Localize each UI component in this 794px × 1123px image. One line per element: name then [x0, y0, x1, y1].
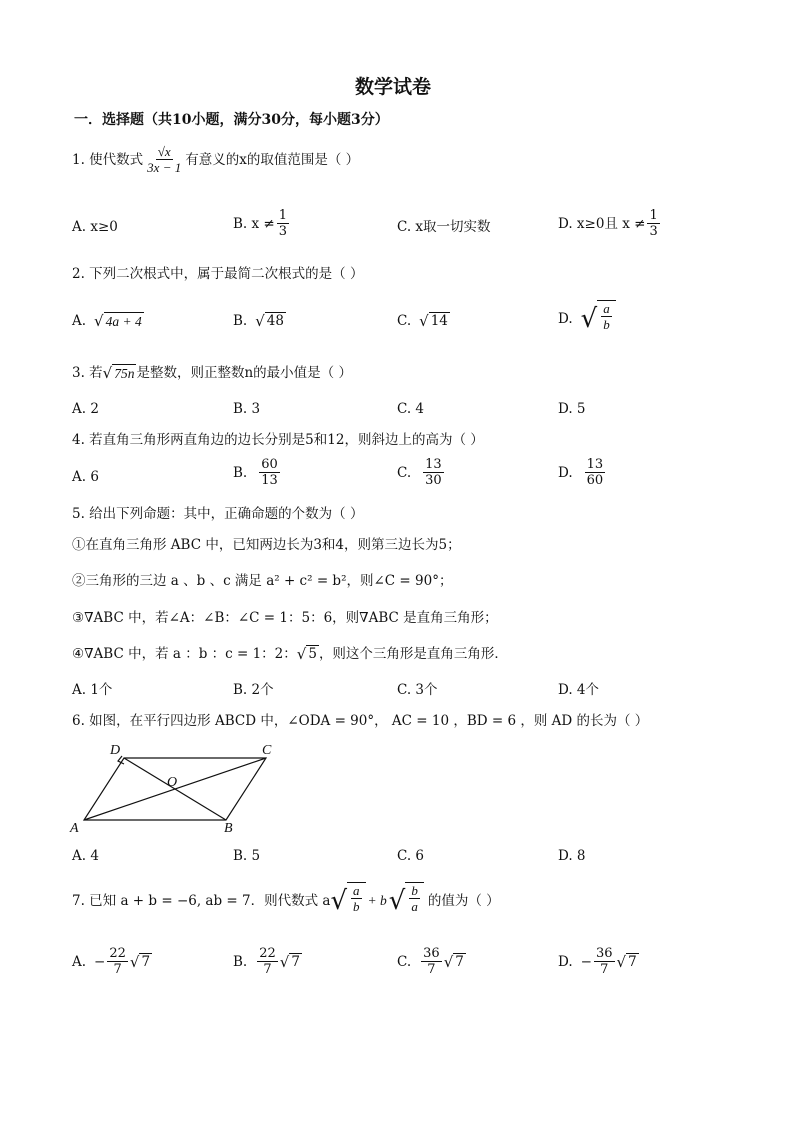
q7-frac-2 — [409, 883, 420, 914]
radical-icon: √ — [296, 645, 307, 663]
q2-d-radicand — [597, 300, 616, 338]
center-label-o: O — [167, 775, 178, 790]
q2-c-label: C. — [397, 313, 412, 329]
q4-c-den: 30 — [425, 473, 442, 488]
radical-icon: √ — [94, 312, 104, 330]
q1-option-a: A. x≥0 — [72, 219, 118, 235]
q3-option-d: D. 5 — [558, 401, 586, 417]
q2-d-sqrt — [581, 300, 616, 338]
q7-sqrt-1 — [330, 882, 365, 920]
q7-b-label: B. — [233, 953, 248, 970]
question-1-stem — [72, 144, 359, 175]
vertex-label-b: B — [224, 821, 233, 836]
q7-c-frac — [421, 946, 442, 977]
q2-option-a — [72, 312, 144, 330]
q2-d-den: b — [603, 317, 610, 332]
q6-option-d: D. 8 — [558, 848, 586, 864]
q4-option-b — [233, 457, 282, 488]
parallelogram-figure — [66, 740, 286, 836]
q7-a-frac — [107, 946, 128, 977]
q1-option-d-frac — [647, 208, 659, 239]
q5-p4-radicand: 5 — [308, 646, 317, 662]
q7-b-radicand: 7 — [291, 953, 300, 970]
q2-d-num: a — [603, 301, 610, 316]
q3-radicand: 75n — [114, 366, 135, 381]
radical-icon: √ — [279, 952, 290, 971]
q4-d-label: D. — [558, 464, 573, 481]
q2-c-sqrt — [419, 312, 450, 330]
q1-option-b-frac — [277, 208, 289, 239]
q7-d-den: 7 — [600, 962, 609, 977]
q2-b-sqrt — [255, 312, 286, 330]
q1-option-b — [233, 208, 291, 239]
radical-icon: √ — [102, 364, 113, 382]
q2-d-label: D. — [558, 311, 573, 327]
q7-a-den: 7 — [113, 962, 122, 977]
q4-c-label: C. — [397, 464, 412, 481]
q3-stem-post: 是整数，则正整数n的最小值是（ ） — [136, 365, 352, 381]
vertex-label-d: D — [110, 743, 121, 758]
q7-sqrt-2 — [389, 882, 424, 920]
q1-stem-pre: 1. 使代数式 — [72, 151, 144, 168]
q5-p4-post: ，则这个三角形是直角三角形． — [318, 646, 508, 662]
q7-c-num: 36 — [423, 946, 440, 961]
q4-b-num: 60 — [261, 457, 278, 472]
q5-option-c: C. 3个 — [397, 682, 438, 698]
q7-b-num: 22 — [259, 946, 276, 961]
q7-b-den: 7 — [263, 962, 272, 977]
q2-option-d — [558, 300, 616, 338]
q1-option-c: C. x取一切实数 — [397, 219, 491, 235]
q7-a-label: A. — [72, 953, 87, 970]
q4-b-den: 13 — [261, 473, 278, 488]
q7-option-d — [558, 946, 639, 977]
q1-option-d — [558, 208, 662, 239]
q4-c-num: 13 — [425, 457, 442, 472]
q5-p4-pre: ④∇ABC 中，若 a ：b ：c = 1：2： — [72, 646, 297, 662]
q1-expression-num: √x — [157, 144, 171, 159]
q3-option-c: C. 4 — [397, 401, 425, 417]
q7-f1-den: b — [353, 899, 360, 914]
q7-c-sqrt — [444, 953, 466, 971]
q7-c-den: 7 — [427, 962, 436, 977]
radical-icon: √ — [616, 952, 627, 971]
q5-p4-sqrt — [297, 645, 319, 663]
q6-option-b: B. 5 — [233, 848, 261, 864]
q7-option-b — [233, 946, 302, 977]
q7-frac-1 — [351, 883, 362, 914]
q1-stem-post: 有意义的x的取值范围是（ ） — [185, 151, 360, 168]
q2-option-c — [397, 312, 450, 330]
q4-c-frac — [423, 457, 444, 488]
q4-b-label: B. — [233, 464, 248, 481]
radical-icon: √ — [443, 952, 454, 971]
q5-proposition-2: ②三角形的三边 a 、b 、c 满足 a² + c² = b²，则∠C = 90°； — [72, 573, 453, 589]
q7-d-sign: − — [580, 953, 592, 970]
q4-option-c — [397, 457, 446, 488]
q7-d-label: D. — [558, 953, 573, 970]
q6-option-c: C. 6 — [397, 848, 425, 864]
q1-d-num: 1 — [649, 208, 658, 223]
q5-option-b: B. 2个 — [233, 682, 274, 698]
q7-a-sign: − — [94, 953, 106, 970]
q2-option-b — [233, 312, 286, 330]
q7-d-num: 36 — [595, 946, 613, 961]
q5-option-d: D. 4个 — [558, 682, 600, 698]
q7-sqrt-2-radicand — [405, 882, 424, 920]
radical-icon: √ — [330, 886, 348, 916]
radical-icon: √ — [129, 952, 140, 971]
q1-b-den: 3 — [278, 224, 288, 239]
q7-option-a — [72, 946, 152, 977]
q1-option-d-pre: D. x≥0且 x ≠ — [558, 215, 646, 232]
q2-a-sqrt — [94, 312, 144, 330]
q4-d-num: 13 — [586, 457, 604, 472]
q7-b-sqrt — [280, 953, 302, 971]
q4-option-a: A. 6 — [72, 469, 99, 485]
radical-icon: √ — [388, 886, 406, 916]
q7-d-radicand: 7 — [628, 953, 637, 970]
q1-option-b-pre: B. x ≠ — [233, 215, 275, 232]
q2-c-radicand: 14 — [430, 313, 448, 329]
q7-a-sqrt — [130, 953, 152, 971]
q7-f1-num: a — [353, 883, 360, 898]
question-5-stem: 5. 给出下列命题：其中，正确命题的个数为（ ） — [72, 506, 364, 522]
q4-d-frac — [585, 457, 606, 488]
radical-icon: √ — [255, 312, 265, 330]
q7-stem-pre: 7. 已知 a + b = −6, ab = 7．则代数式 a — [72, 893, 331, 909]
q3-sqrt — [103, 364, 137, 382]
q7-d-frac — [594, 946, 615, 977]
q5-proposition-1: ①在直角三角形 ABC 中，已知两边长为3和4，则第三边长为5； — [72, 537, 461, 553]
question-6-stem: 6. 如图，在平行四边形 ABCD 中，∠ODA = 90°， AC = 10 ，BD = 6 ，则 AD 的长为（ ） — [72, 713, 649, 729]
q7-option-c — [397, 946, 466, 977]
q3-option-a: A. 2 — [72, 401, 99, 417]
q7-c-label: C. — [397, 953, 412, 970]
page-title: 数学试卷 — [355, 76, 432, 98]
q2-a-label: A. — [72, 313, 87, 329]
question-7-stem — [72, 882, 500, 920]
section-heading: 一．选择题（共10小题，满分30分，每小题3分） — [74, 112, 389, 128]
q7-d-sqrt — [617, 953, 639, 971]
q7-f2-num: b — [411, 883, 418, 898]
radical-icon: √ — [580, 304, 598, 334]
q5-option-a: A. 1个 — [72, 682, 113, 698]
q1-b-num: 1 — [278, 208, 288, 223]
q4-option-d — [558, 457, 607, 488]
q7-a-num: 22 — [109, 946, 126, 961]
q7-c-radicand: 7 — [455, 953, 464, 970]
q2-a-radicand: 4a + 4 — [105, 314, 142, 329]
question-2-stem: 2. 下列二次根式中，属于最简二次根式的是（ ） — [72, 266, 364, 282]
question-4-stem: 4. 若直角三角形两直角边的边长分别是5和12，则斜边上的高为（ ） — [72, 432, 484, 448]
radical-icon: √ — [419, 312, 429, 330]
q5-proposition-4 — [72, 645, 508, 663]
q5-proposition-3: ③∇ABC 中，若∠A：∠B：∠C = 1：5：6，则∇ABC 是直角三角形； — [72, 610, 498, 626]
q7-mid: + b — [367, 893, 387, 908]
q2-b-radicand: 48 — [266, 313, 284, 329]
q7-a-radicand: 7 — [141, 953, 151, 970]
vertex-label-c: C — [262, 743, 272, 758]
q1-d-den: 3 — [649, 224, 658, 239]
q4-d-den: 60 — [586, 473, 604, 488]
q2-d-frac — [601, 301, 612, 332]
q7-b-frac — [257, 946, 278, 977]
q7-stem-post: 的值为（ ） — [427, 893, 500, 909]
q1-expression — [145, 144, 183, 175]
q3-stem-pre: 3. 若 — [72, 365, 103, 381]
q7-f2-den: a — [411, 899, 418, 914]
q6-option-a: A. 4 — [72, 848, 99, 864]
q2-b-label: B. — [233, 313, 248, 329]
q7-sqrt-1-radicand — [347, 882, 366, 920]
vertex-label-a: A — [70, 821, 79, 836]
question-3-stem — [72, 364, 352, 382]
q4-b-frac — [259, 457, 280, 488]
q3-option-b: B. 3 — [233, 401, 261, 417]
q1-expression-den: 3x − 1 — [147, 160, 182, 175]
